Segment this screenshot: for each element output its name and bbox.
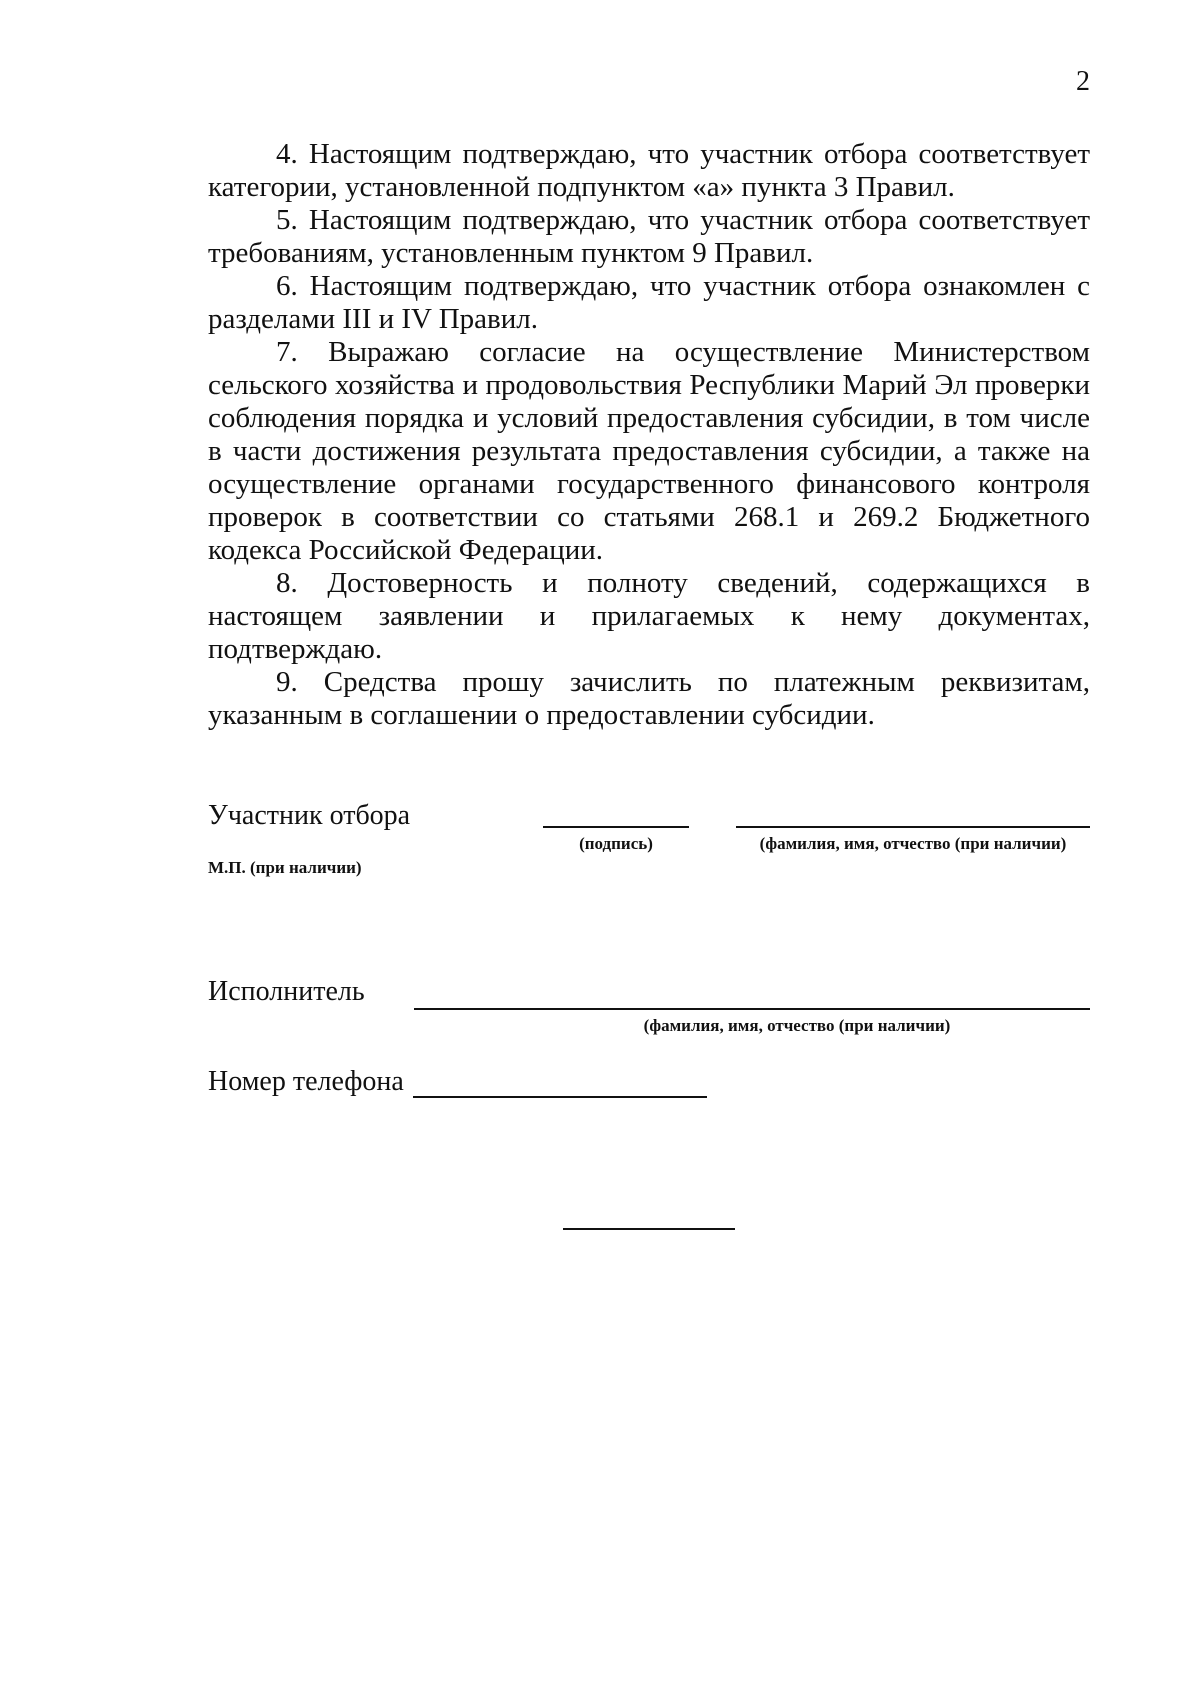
paragraph-8: 8. Достоверность и полноту сведений, содержащихся в настоящем заявлении и прилагаемых к нему документах, подтверждаю.: [208, 567, 1090, 665]
document-body: [208, 138, 1090, 732]
seal-label: М.П. (при наличии): [208, 858, 362, 877]
participant-label: Участник отбора: [208, 800, 411, 831]
participant-fio-caption: (фамилия, имя, отчество (при наличии): [759, 834, 1067, 853]
signature-caption: (подпись): [579, 834, 653, 853]
executor-fio-caption: (фамилия, имя, отчество (при наличии): [643, 1016, 951, 1035]
page-number: 2: [1076, 66, 1090, 97]
executor-label: Исполнитель: [208, 976, 365, 1007]
end-separator-line: [563, 1228, 735, 1230]
paragraph-6: 6. Настоящим подтверждаю, что участник отбора ознакомлен с разделами III и IV Правил.: [208, 270, 1090, 335]
paragraph-9: 9. Средства прошу зачислить по платежным реквизитам, указанным в соглашении о предоставлении субсидии.: [208, 666, 1090, 731]
phone-label: Номер телефона: [208, 1066, 404, 1097]
paragraph-4: 4. Настоящим подтверждаю, что участник отбора соответствует категории, установленной подпунктом «а» пункта 3 Правил.: [208, 138, 1090, 203]
signature-line: [543, 826, 689, 828]
paragraph-5: 5. Настоящим подтверждаю, что участник отбора соответствует требованиям, установленным пунктом 9 Правил.: [208, 204, 1090, 269]
participant-fio-line: [736, 826, 1090, 828]
paragraph-7: 7. Выражаю согласие на осуществление Министерством сельского хозяйства и продовольствия Республики Марий Эл проверки соблюдения порядка и условий предоставления субсидии, в том числе в части достижения результата предоставления субсидии, а также на осуществление органами государственного финансового контроля проверок в соответствии со статьями 268.1 и 269.2 Бюджетного кодекса Российской Федерации.: [208, 336, 1090, 566]
executor-fio-line: [414, 1008, 1090, 1010]
phone-line: [413, 1096, 707, 1098]
